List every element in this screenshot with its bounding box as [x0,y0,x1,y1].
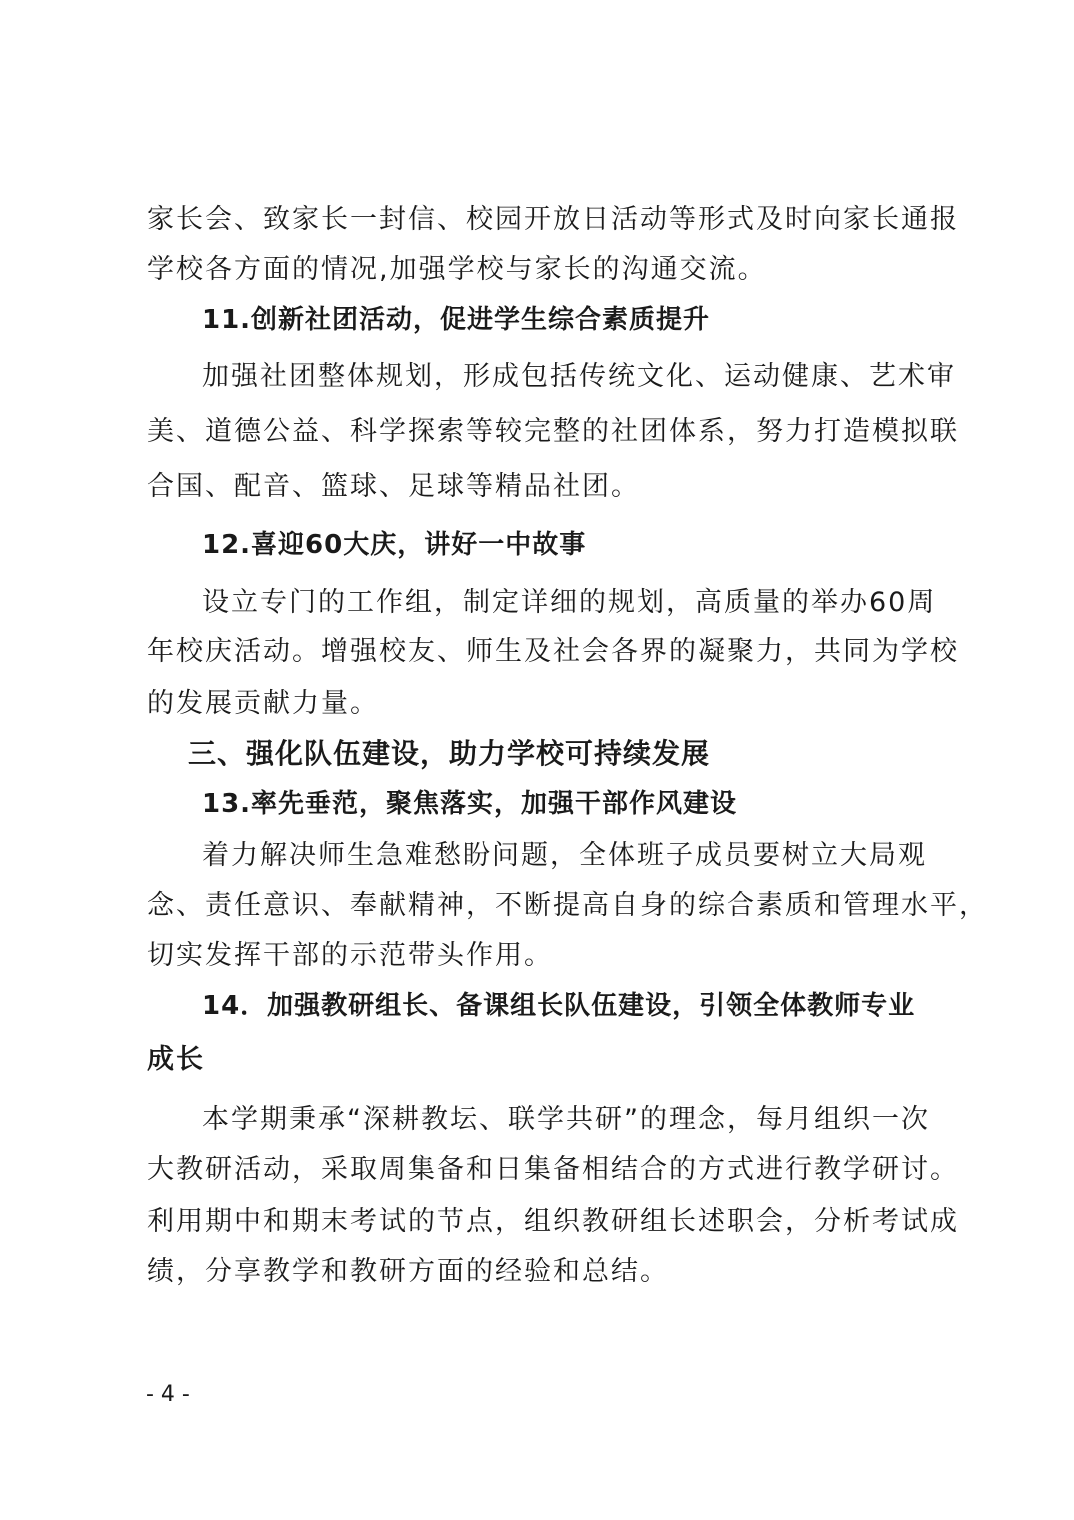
section-heading-12: 12.喜迎60大庆，讲好一中故事 [202,530,587,560]
paragraph-line: 绩，分享教学和教研方面的经验和总结。 [147,1256,669,1287]
paragraph-line: 的发展贡献力量。 [147,688,379,719]
section-heading-13: 13.率先垂范，聚焦落实，加强干部作风建设 [202,789,738,819]
paragraph-line: 学校各方面的情况,加强学校与家长的沟通交流。 [147,254,767,285]
section-heading-14: 14．加强教研组长、备课组长队伍建设，引领全体教师专业 [202,991,916,1021]
paragraph-line: 利用期中和期末考试的节点，组织教研组长述职会，分析考试成 [147,1206,959,1237]
paragraph-line: 合国、配音、篮球、足球等精品社团。 [147,471,640,502]
section-heading-11: 11.创新社团活动，促进学生综合素质提升 [202,305,711,335]
paragraph-line: 着力解决师生急难愁盼问题，全体班子成员要树立大局观 [202,840,927,871]
paragraph-line: 年校庆活动。增强校友、师生及社会各界的凝聚力，共同为学校 [147,636,959,667]
section-heading-14-continued: 成长 [147,1044,205,1075]
chapter-heading-3: 三、强化队伍建设，助力学校可持续发展 [188,737,711,770]
page-number: - 4 - [146,1382,190,1407]
paragraph-line: 家长会、致家长一封信、校园开放日活动等形式及时向家长通报 [147,204,959,235]
paragraph-line: 本学期秉承“深耕教坛、联学共研”的理念，每月组织一次 [202,1104,930,1135]
paragraph-line: 大教研活动，采取周集备和日集备相结合的方式进行教学研讨。 [147,1154,959,1185]
paragraph-line: 美、道德公益、科学探索等较完整的社团体系，努力打造模拟联 [147,416,959,447]
paragraph-line: 念、责任意识、奉献精神，不断提高自身的综合素质和管理水平， [147,890,988,921]
paragraph-line: 加强社团整体规划，形成包括传统文化、运动健康、艺术审 [202,361,956,392]
paragraph-line: 切实发挥干部的示范带头作用。 [147,940,553,971]
paragraph-line: 设立专门的工作组，制定详细的规划，高质量的举办60周 [202,587,937,618]
